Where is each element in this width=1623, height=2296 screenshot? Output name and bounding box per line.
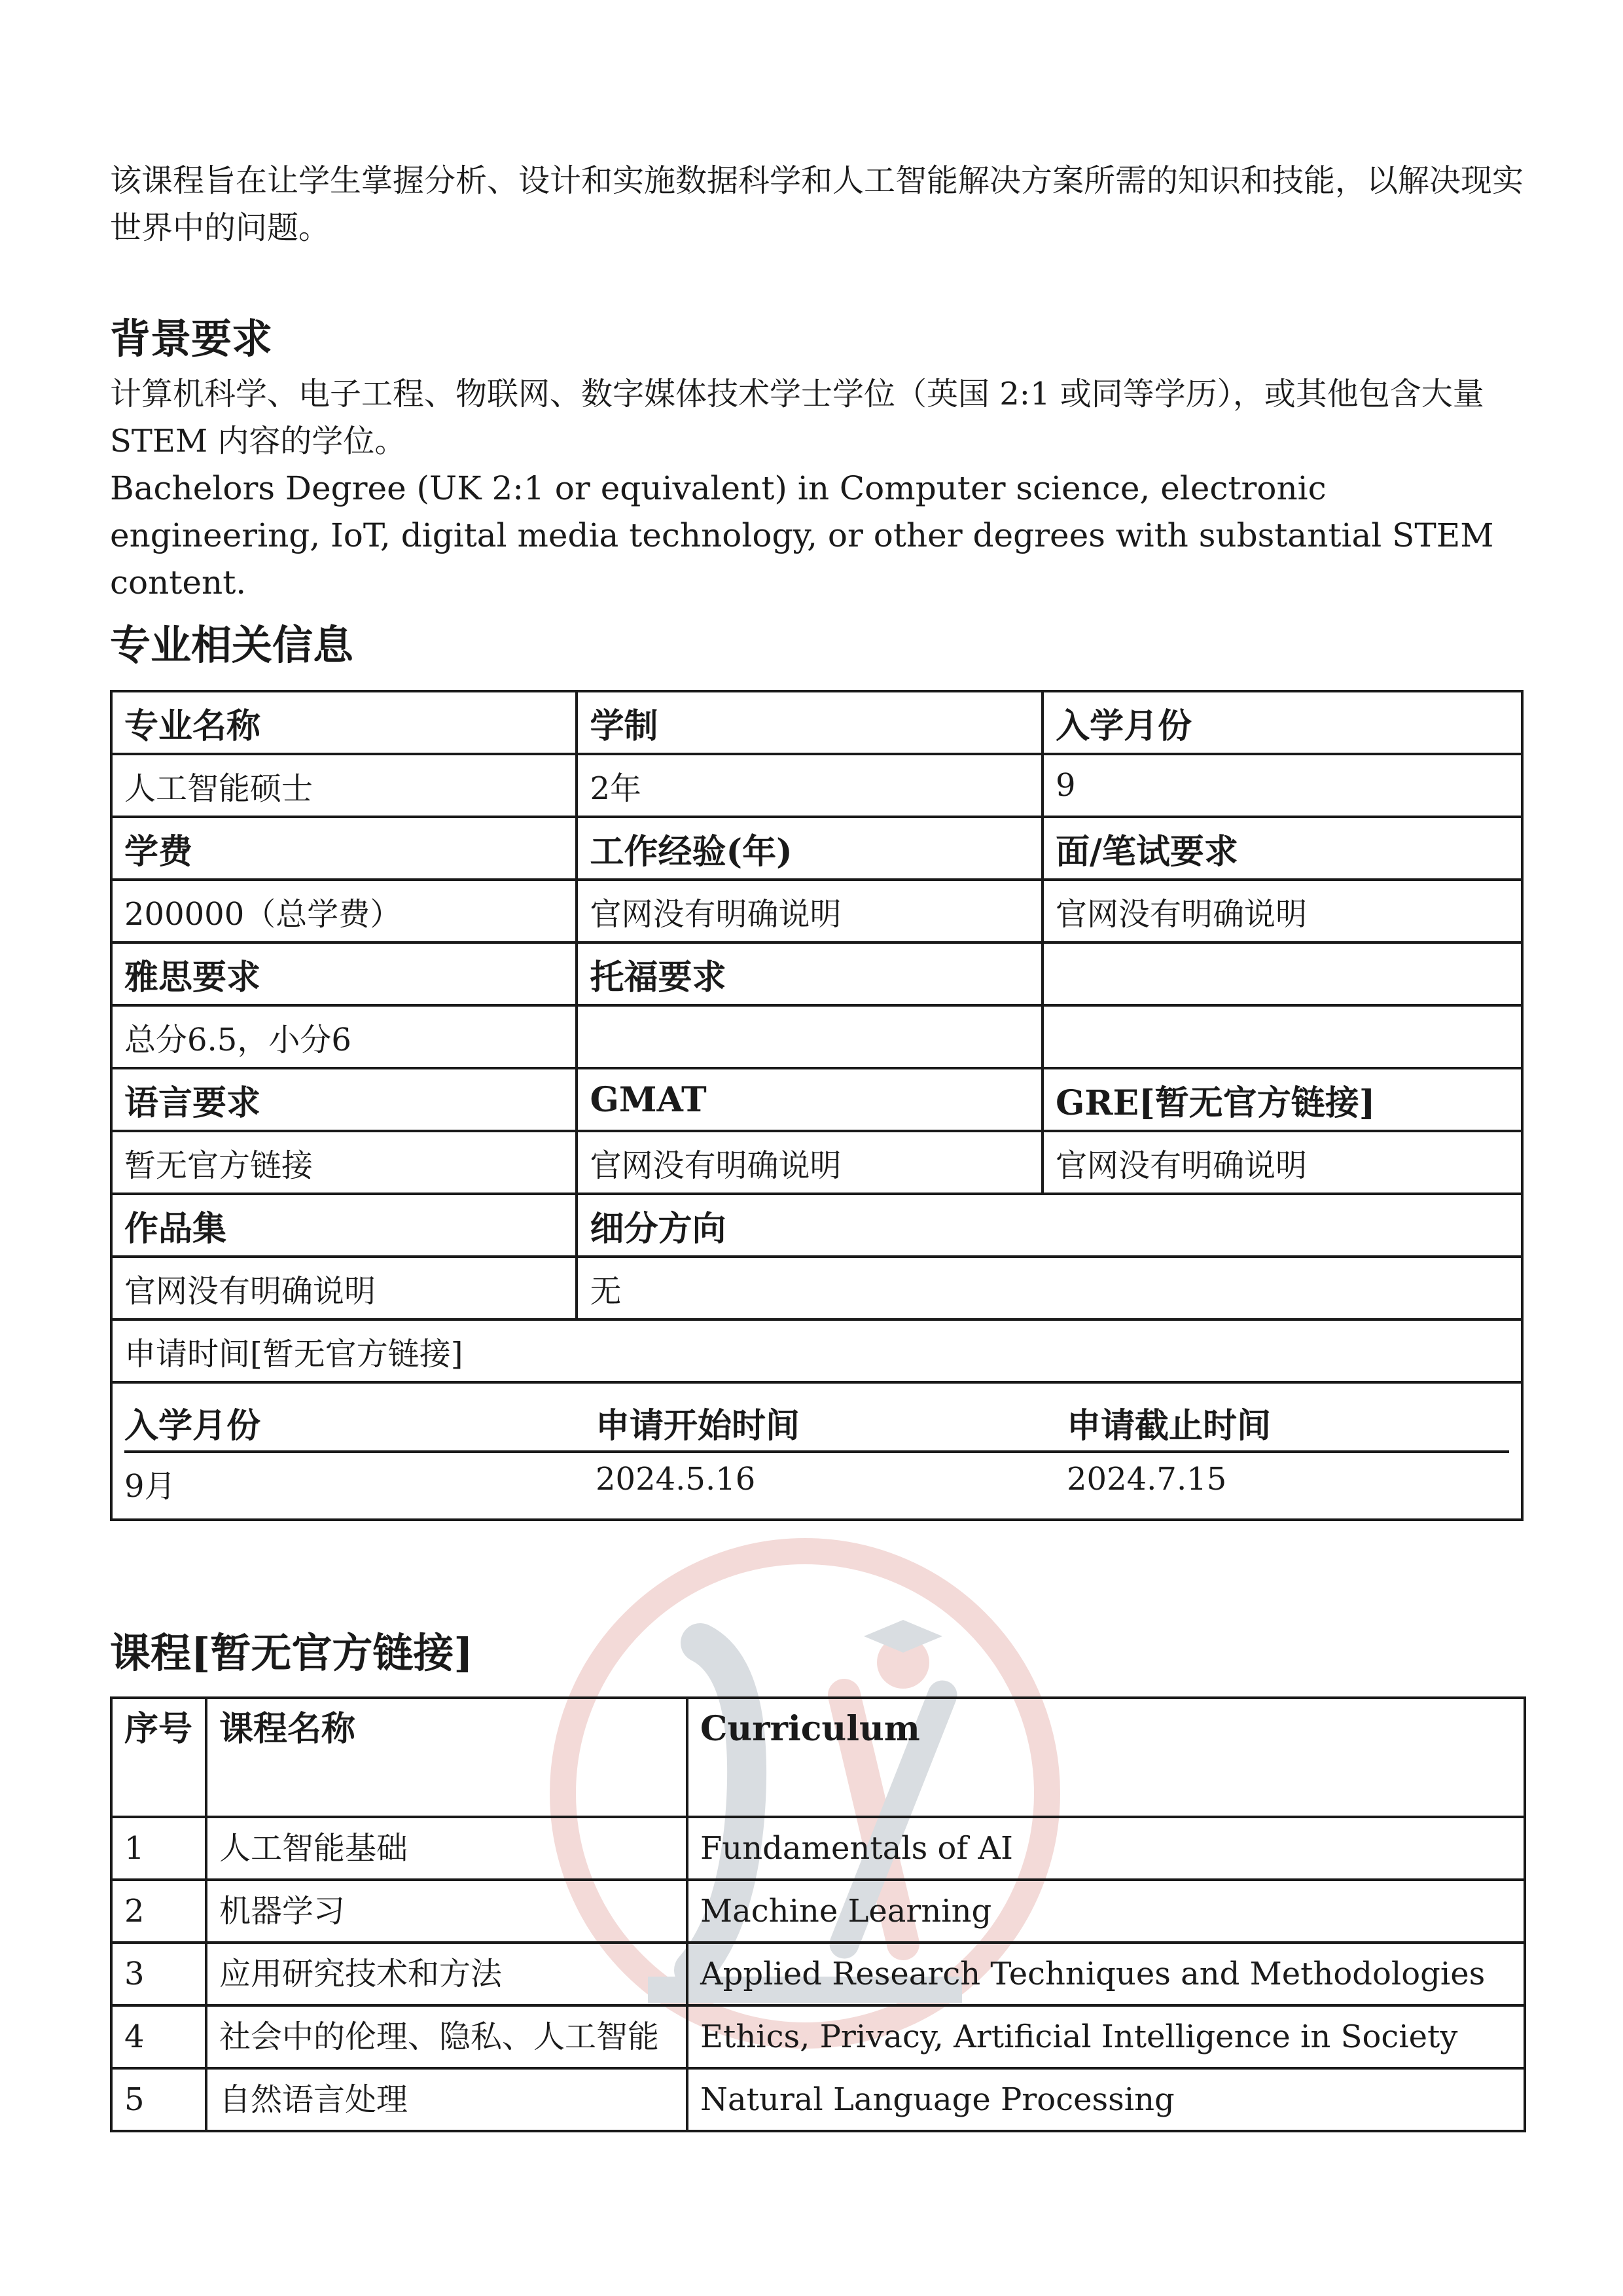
course-name-cn: 社会中的伦理、隐私、人工智能 xyxy=(206,2005,687,2068)
course-name-en: Ethics, Privacy, Artificial Intelligence in Society xyxy=(687,2005,1525,2068)
table-row xyxy=(111,691,1522,754)
divider xyxy=(124,1450,1509,1453)
header-language: 语言要求 xyxy=(111,1068,577,1131)
header-work-experience: 工作经验(年) xyxy=(577,817,1042,880)
table-row xyxy=(111,1817,1525,1880)
course-name-cn: 自然语言处理 xyxy=(206,2068,687,2131)
header-gmat: GMAT xyxy=(577,1068,1042,1131)
ielts-value: 总分6.5，小分6 xyxy=(111,1005,577,1068)
table-row xyxy=(111,1698,1525,1817)
header-intake-month: 入学月份 xyxy=(1043,691,1522,754)
empty-cell xyxy=(1043,1005,1522,1068)
table-row xyxy=(111,942,1522,1005)
header-specialization: 细分方向 xyxy=(577,1194,1522,1257)
course-no: 5 xyxy=(111,2068,206,2131)
program-name-value: 人工智能硕士 xyxy=(111,754,577,817)
apply-header-deadline: 申请截止时间 xyxy=(1067,1406,1272,1446)
table-row xyxy=(111,817,1522,880)
duration-value: 2年 xyxy=(577,754,1042,817)
table-row xyxy=(111,1943,1525,2005)
application-time-title: 申请时间[暂无官方链接] xyxy=(111,1319,1522,1382)
course-name-cn: 人工智能基础 xyxy=(206,1817,687,1880)
table-row xyxy=(111,880,1522,942)
table-row xyxy=(111,1382,1522,1520)
table-row xyxy=(111,1194,1522,1257)
table-row xyxy=(111,1880,1525,1943)
program-info-table xyxy=(110,690,1524,1521)
apply-intake-value: 9月 xyxy=(124,1468,176,1505)
course-name-en: Machine Learning xyxy=(687,1880,1525,1943)
courses-heading: 课程[暂无官方链接] xyxy=(110,1629,473,1677)
table-row xyxy=(111,2005,1525,2068)
apply-start-value: 2024.5.16 xyxy=(596,1461,756,1498)
background-heading: 背景要求 xyxy=(110,315,273,363)
header-tuition: 学费 xyxy=(111,817,577,880)
table-row xyxy=(111,1005,1522,1068)
background-text-en: Bachelors Degree (UK 2:1 or equivalent) in Computer science, electronic engineering, IoT, digital media technology, or other degrees with substantial STEM content. xyxy=(110,469,1494,601)
language-value: 暂无官方链接 xyxy=(111,1131,577,1194)
header-gre: GRE[暂无官方链接] xyxy=(1043,1068,1522,1131)
course-no: 3 xyxy=(111,1943,206,2005)
course-no: 1 xyxy=(111,1817,206,1880)
header-duration: 学制 xyxy=(577,691,1042,754)
course-name-cn: 应用研究技术和方法 xyxy=(206,1943,687,2005)
portfolio-value: 官网没有明确说明 xyxy=(111,1257,577,1319)
apply-deadline-value: 2024.7.15 xyxy=(1067,1461,1227,1498)
header-interview: 面/笔试要求 xyxy=(1043,817,1522,880)
table-row xyxy=(111,1257,1522,1319)
header-portfolio: 作品集 xyxy=(111,1194,577,1257)
course-name-en: Applied Research Techniques and Methodologies xyxy=(687,1943,1525,2005)
table-row xyxy=(111,754,1522,817)
header-toefl: 托福要求 xyxy=(577,942,1042,1005)
program-info-heading: 专业相关信息 xyxy=(110,621,354,669)
tuition-value: 200000（总学费） xyxy=(111,880,577,942)
work-experience-value: 官网没有明确说明 xyxy=(577,880,1042,942)
header-course-name: 课程名称 xyxy=(206,1698,687,1817)
course-no: 4 xyxy=(111,2005,206,2068)
courses-table xyxy=(110,1696,1526,2132)
course-name-en: Natural Language Processing xyxy=(687,2068,1525,2131)
gmat-value: 官网没有明确说明 xyxy=(577,1131,1042,1194)
specialization-value: 无 xyxy=(577,1257,1522,1319)
table-row xyxy=(111,1131,1522,1194)
intro-paragraph: 该课程旨在让学生掌握分析、设计和实施数据科学和人工智能解决方案所需的知识和技能，以解决现实世界中的问题。 xyxy=(110,162,1524,246)
intake-month-value: 9 xyxy=(1043,754,1522,817)
table-row xyxy=(111,2068,1525,2131)
interview-value: 官网没有明确说明 xyxy=(1043,880,1522,942)
toefl-value xyxy=(577,1005,1042,1068)
table-row xyxy=(111,1068,1522,1131)
header-curriculum: Curriculum xyxy=(687,1698,1525,1817)
empty-cell xyxy=(1043,942,1522,1005)
course-name-en: Fundamentals of AI xyxy=(687,1817,1525,1880)
application-time-block xyxy=(111,1382,1522,1520)
apply-header-intake: 入学月份 xyxy=(124,1406,261,1446)
background-text-cn: 计算机科学、电子工程、物联网、数字媒体技术学士学位（英国 2:1 或同等学历），或其他包含大量 STEM 内容的学位。 xyxy=(110,376,1484,459)
apply-header-start: 申请开始时间 xyxy=(596,1406,800,1446)
course-name-cn: 机器学习 xyxy=(206,1880,687,1943)
header-program-name: 专业名称 xyxy=(111,691,577,754)
gre-value: 官网没有明确说明 xyxy=(1043,1131,1522,1194)
header-ielts: 雅思要求 xyxy=(111,942,577,1005)
header-no: 序号 xyxy=(111,1698,206,1817)
table-row xyxy=(111,1319,1522,1382)
course-no: 2 xyxy=(111,1880,206,1943)
